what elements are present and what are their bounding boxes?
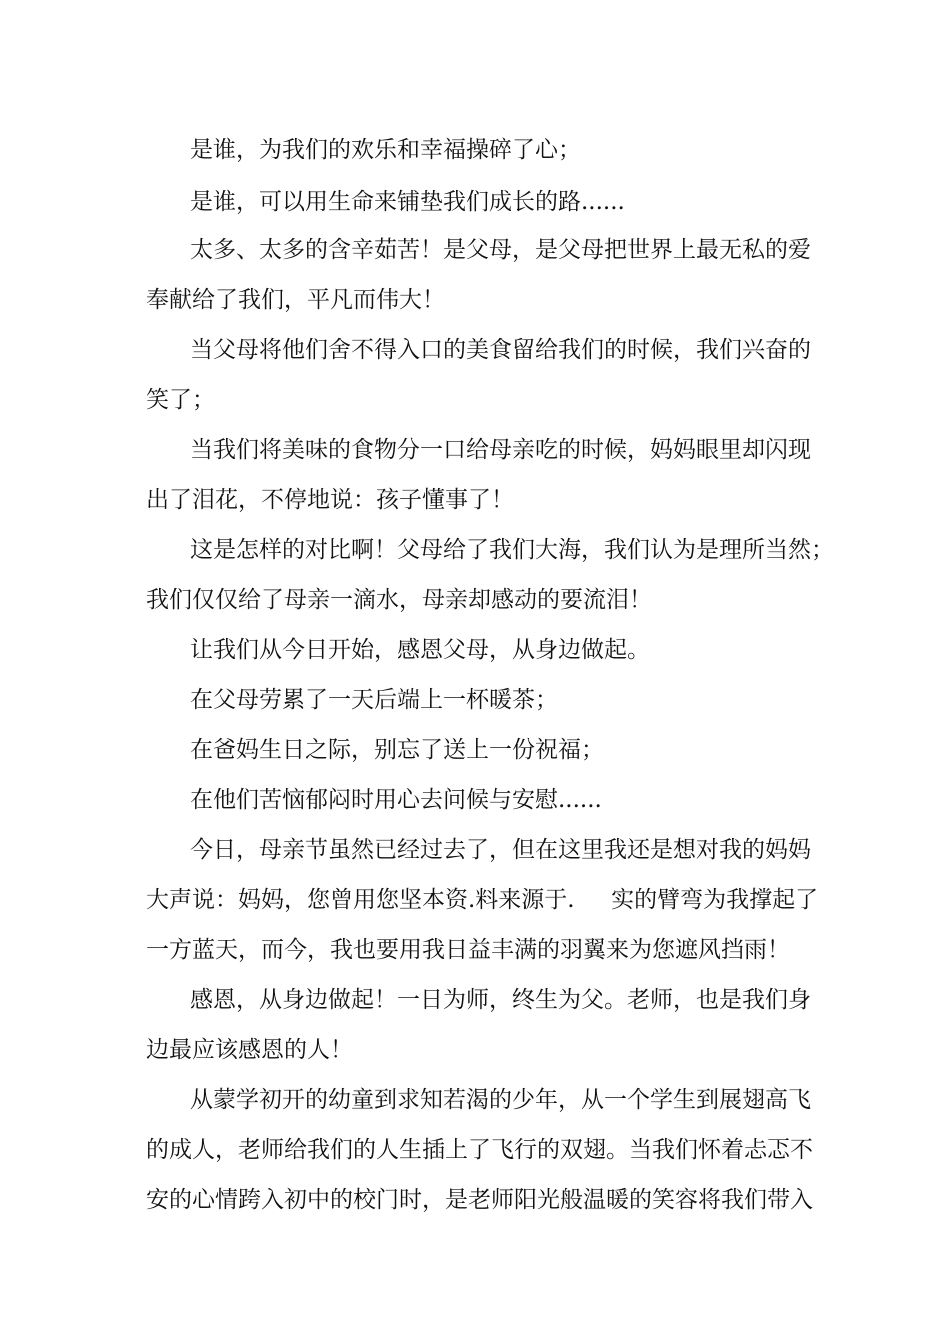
- text-line: 的成人，老师给我们的人生插上了飞行的双翅。当我们怀着忐忑不: [146, 1137, 813, 1163]
- text-line: 是谁，可以用生命来铺垫我们成长的路......: [190, 189, 625, 215]
- text-line: 从蒙学初开的幼童到求知若渴的少年，从一个学生到展翅高飞: [190, 1087, 811, 1113]
- text-line: 笑了；: [146, 387, 215, 413]
- text-line: 我们仅仅给了母亲一滴水，母亲却感动的要流泪！: [146, 587, 652, 613]
- text-line: 在他们苦恼郁闷时用心去问候与安慰......: [190, 787, 602, 813]
- text-line: 大声说：妈妈，您曾用您坚本资.料来源于. 实的臂弯为我撑起了: [146, 887, 819, 913]
- text-line: 太多、太多的含辛茹苦！是父母，是父母把世界上最无私的爱: [190, 237, 811, 263]
- text-line: 感恩，从身边做起！一日为师，终生为父。老师，也是我们身: [190, 987, 811, 1013]
- text-line: 是谁，为我们的欢乐和幸福操碎了心；: [190, 137, 581, 163]
- text-line: 一方蓝天，而今，我也要用我日益丰满的羽翼来为您遮风挡雨！: [146, 937, 790, 963]
- text-line: 当父母将他们舍不得入口的美食留给我们的时候，我们兴奋的: [190, 337, 811, 363]
- text-line: 出了泪花，不停地说：孩子懂事了！: [146, 487, 514, 513]
- text-line: 安的心情跨入初中的校门时，是老师阳光般温暖的笑容将我们带入: [146, 1187, 813, 1213]
- text-line: 让我们从今日开始，感恩父母，从身边做起。: [190, 637, 650, 663]
- text-line: 这是怎样的对比啊！父母给了我们大海，我们认为是理所当然；: [190, 537, 834, 563]
- text-line: 奉献给了我们，平凡而伟大！: [146, 287, 445, 313]
- text-line: 当我们将美味的食物分一口给母亲吃的时候，妈妈眼里却闪现: [190, 437, 811, 463]
- text-line: 在父母劳累了一天后端上一杯暖茶；: [190, 687, 558, 713]
- text-line: 边最应该感恩的人！: [146, 1037, 353, 1063]
- text-line: 今日，母亲节虽然已经过去了，但在这里我还是想对我的妈妈: [190, 837, 811, 863]
- text-line: 在爸妈生日之际，别忘了送上一份祝福；: [190, 737, 604, 763]
